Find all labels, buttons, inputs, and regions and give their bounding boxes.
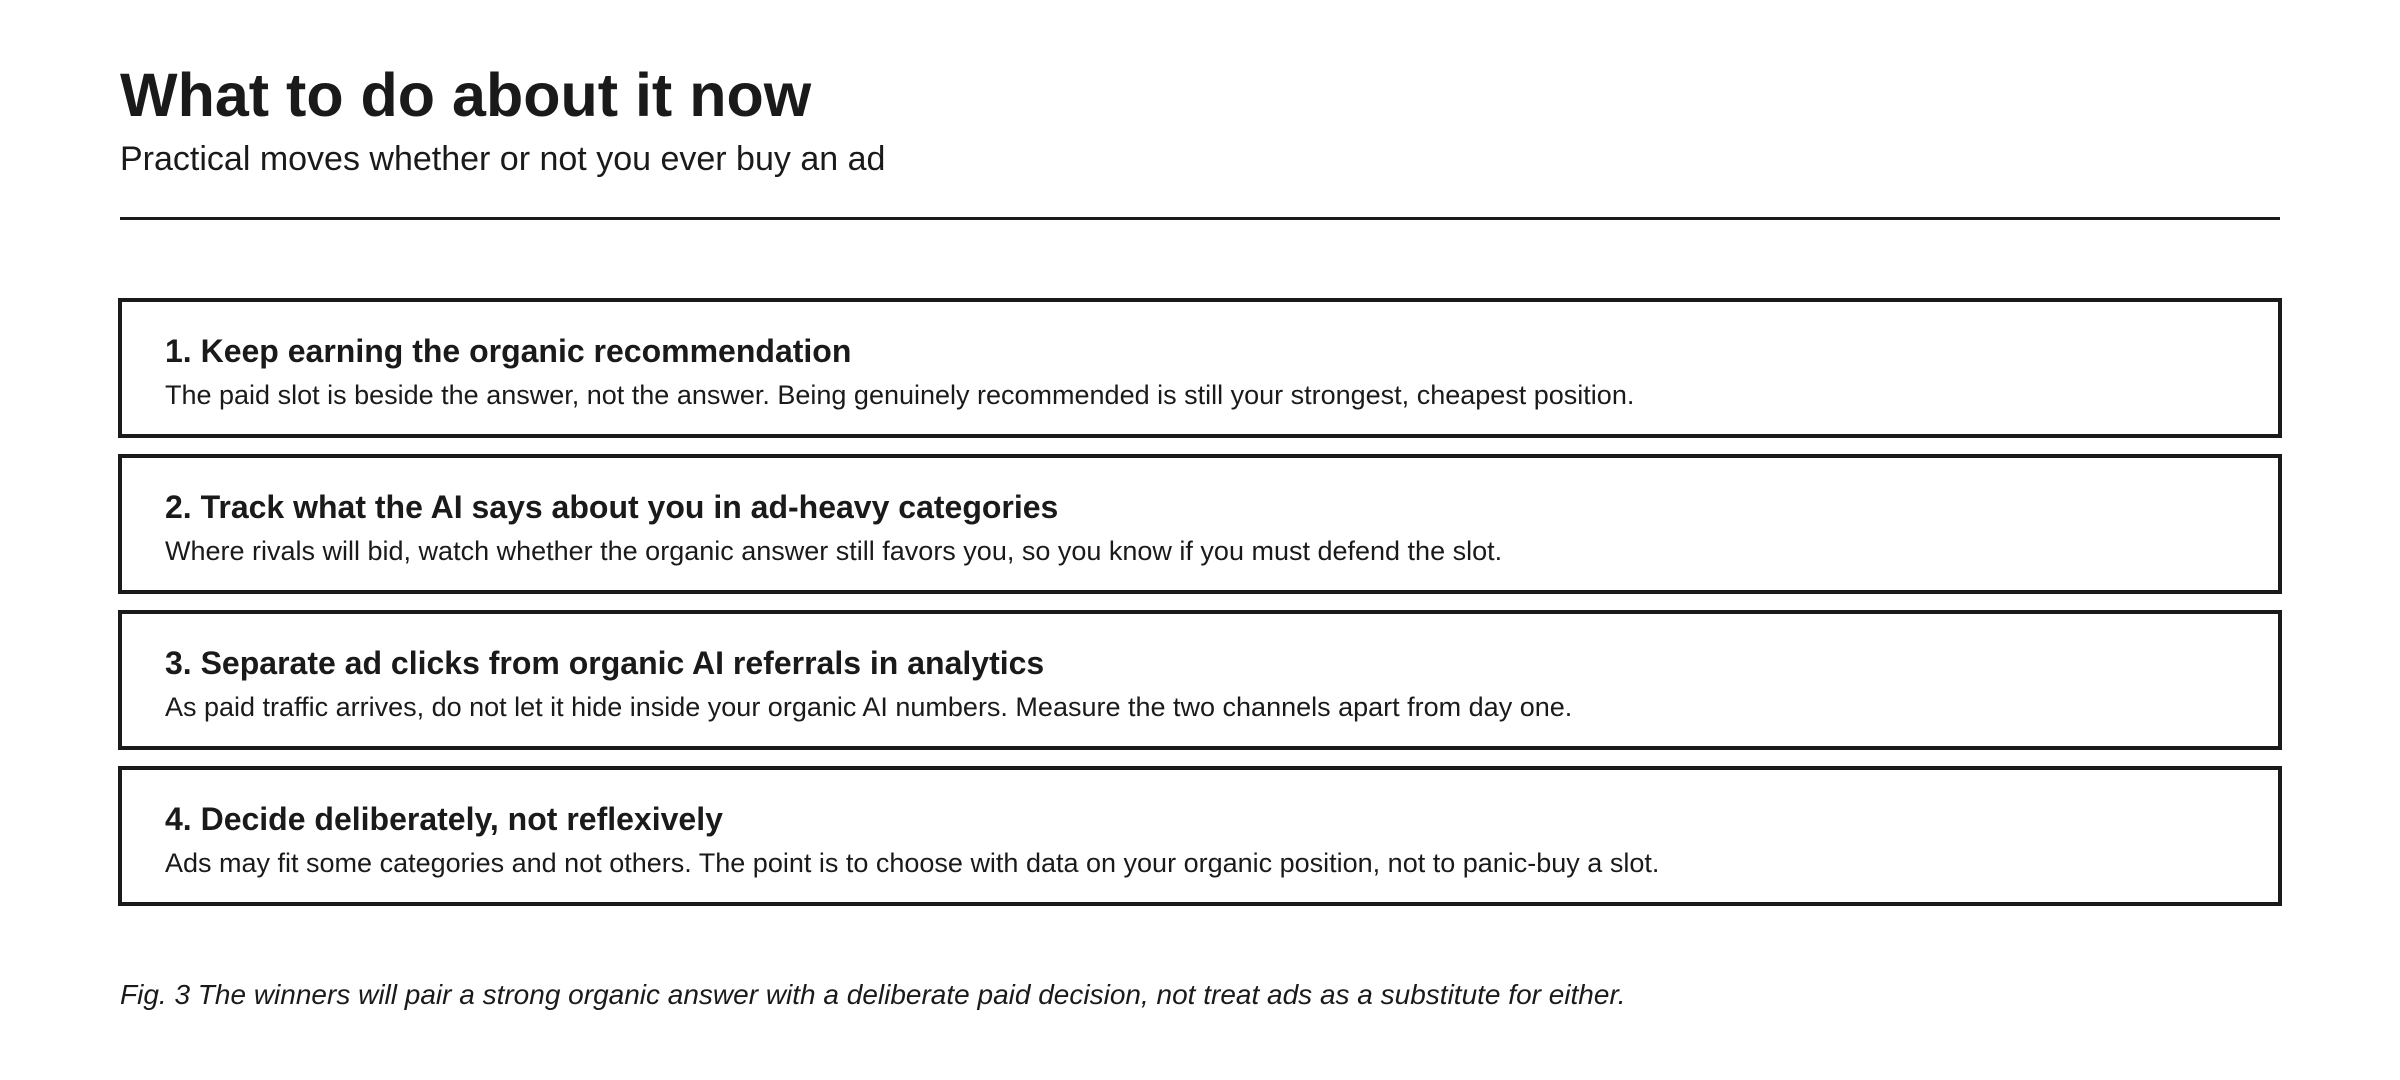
step-card-1 [118,298,2282,438]
step-title: 3. Separate ad clicks from organic AI referrals in analytics [165,645,1045,681]
step-description: Where rivals will bid, watch whether the organic answer still favors you, so you know if you must defend the slot. [165,536,1503,566]
step-description: The paid slot is beside the answer, not the answer. Being genuinely recommended is still your strongest, cheapest position. [165,380,1635,410]
header [120,55,2280,183]
step-card-4 [118,766,2282,906]
steps-list [118,298,2282,922]
page-subtitle: Practical moves whether or not you ever buy an ad [120,140,886,178]
step-title: 4. Decide deliberately, not reflexively [165,801,723,837]
figure-caption: Fig. 3 The winners will pair a strong organic answer with a deliberate paid decision, not treat ads as a substitute for either. [120,979,1626,1010]
step-description: As paid traffic arrives, do not let it hide inside your organic AI numbers. Measure the two channels apart from day one. [165,692,1573,722]
step-title: 2. Track what the AI says about you in ad-heavy categories [165,489,1059,525]
header-divider [120,217,2280,220]
step-card-2 [118,454,2282,594]
step-card-3 [118,610,2282,750]
page-title: What to do about it now [120,61,812,129]
step-description: Ads may fit some categories and not others. The point is to choose with data on your organic position, not to panic-buy a slot. [165,848,1660,878]
step-title: 1. Keep earning the organic recommendation [165,333,852,369]
